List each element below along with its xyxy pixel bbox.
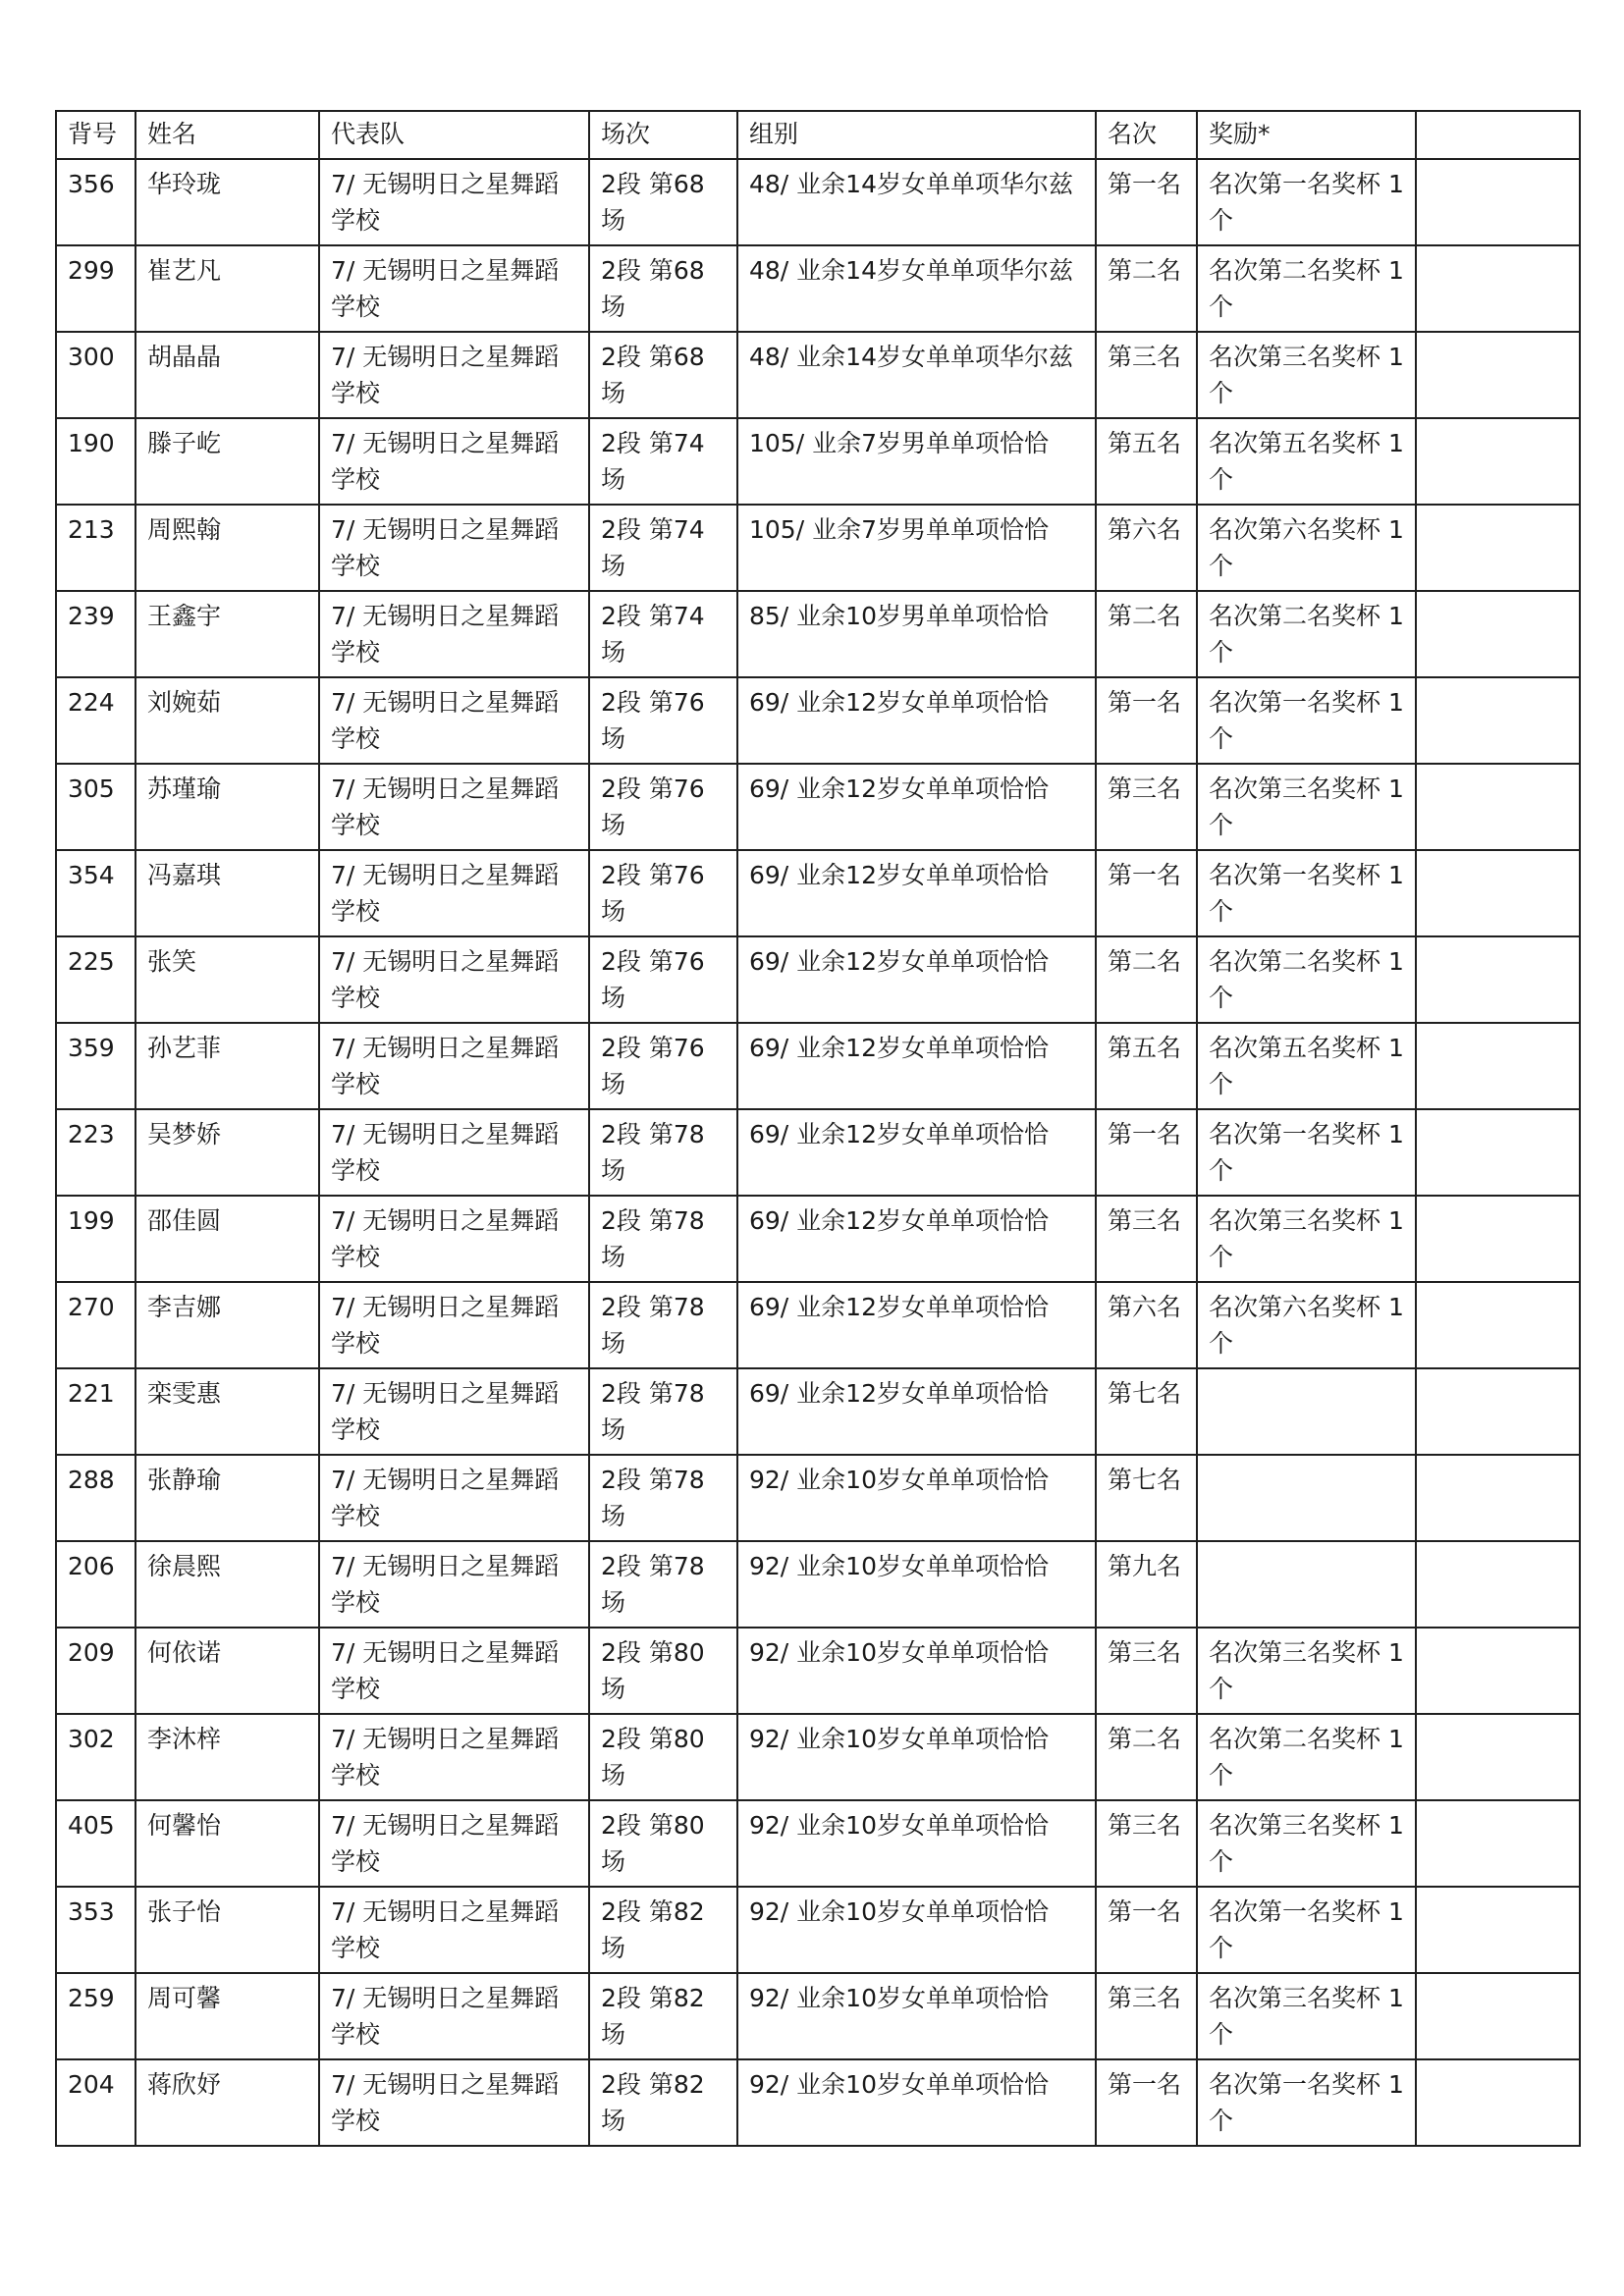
table-row — [56, 936, 1580, 1023]
cell-bib: 356 — [56, 159, 135, 245]
cell-team: 7/ 无锡明日之星舞蹈学校 — [319, 1455, 589, 1541]
cell-award — [1197, 1368, 1416, 1455]
cell-name: 崔艺凡 — [135, 245, 319, 332]
cell-award: 名次第一名奖杯 1 个 — [1197, 1109, 1416, 1196]
cell-session: 2段 第74场 — [589, 591, 737, 677]
cell-session: 2段 第82场 — [589, 1887, 737, 1973]
cell-name: 滕子屹 — [135, 418, 319, 505]
cell-extra — [1416, 1628, 1580, 1714]
table-row — [56, 505, 1580, 591]
cell-group: 92/ 业余10岁女单单项恰恰 — [737, 1973, 1096, 2059]
cell-name: 胡晶晶 — [135, 332, 319, 418]
cell-award: 名次第三名奖杯 1 个 — [1197, 1800, 1416, 1887]
cell-group: 92/ 业余10岁女单单项恰恰 — [737, 1800, 1096, 1887]
table-row — [56, 1282, 1580, 1368]
cell-team: 7/ 无锡明日之星舞蹈学校 — [319, 936, 589, 1023]
cell-bib: 405 — [56, 1800, 135, 1887]
cell-extra — [1416, 1887, 1580, 1973]
cell-group: 85/ 业余10岁男单单项恰恰 — [737, 591, 1096, 677]
cell-group: 69/ 业余12岁女单单项恰恰 — [737, 1109, 1096, 1196]
cell-team: 7/ 无锡明日之星舞蹈学校 — [319, 2059, 589, 2146]
table-row — [56, 677, 1580, 764]
cell-rank: 第五名 — [1096, 418, 1197, 505]
cell-group: 92/ 业余10岁女单单项恰恰 — [737, 1628, 1096, 1714]
cell-team: 7/ 无锡明日之星舞蹈学校 — [319, 1973, 589, 2059]
cell-award: 名次第二名奖杯 1 个 — [1197, 1714, 1416, 1800]
cell-rank: 第六名 — [1096, 1282, 1197, 1368]
cell-team: 7/ 无锡明日之星舞蹈学校 — [319, 1109, 589, 1196]
cell-group: 105/ 业余7岁男单单项恰恰 — [737, 505, 1096, 591]
cell-bib: 288 — [56, 1455, 135, 1541]
cell-rank: 第一名 — [1096, 159, 1197, 245]
cell-session: 2段 第68场 — [589, 245, 737, 332]
cell-extra — [1416, 245, 1580, 332]
cell-name: 孙艺菲 — [135, 1023, 319, 1109]
cell-extra — [1416, 2059, 1580, 2146]
cell-extra — [1416, 1973, 1580, 2059]
cell-session: 2段 第78场 — [589, 1282, 737, 1368]
cell-extra — [1416, 159, 1580, 245]
cell-rank: 第九名 — [1096, 1541, 1197, 1628]
table-body — [56, 159, 1580, 2146]
cell-team: 7/ 无锡明日之星舞蹈学校 — [319, 1023, 589, 1109]
cell-bib: 224 — [56, 677, 135, 764]
cell-session: 2段 第74场 — [589, 505, 737, 591]
cell-team: 7/ 无锡明日之星舞蹈学校 — [319, 591, 589, 677]
cell-name: 何馨怡 — [135, 1800, 319, 1887]
header-name: 姓名 — [135, 111, 319, 159]
cell-name: 李沐梓 — [135, 1714, 319, 1800]
cell-rank: 第七名 — [1096, 1455, 1197, 1541]
table-row — [56, 1455, 1580, 1541]
cell-award — [1197, 1541, 1416, 1628]
cell-group: 92/ 业余10岁女单单项恰恰 — [737, 1455, 1096, 1541]
cell-session: 2段 第80场 — [589, 1800, 737, 1887]
cell-name: 张静瑜 — [135, 1455, 319, 1541]
cell-bib: 223 — [56, 1109, 135, 1196]
cell-session: 2段 第80场 — [589, 1714, 737, 1800]
cell-bib: 206 — [56, 1541, 135, 1628]
cell-team: 7/ 无锡明日之星舞蹈学校 — [319, 764, 589, 850]
cell-name: 邵佳圆 — [135, 1196, 319, 1282]
cell-award: 名次第一名奖杯 1 个 — [1197, 2059, 1416, 2146]
cell-team: 7/ 无锡明日之星舞蹈学校 — [319, 1368, 589, 1455]
cell-group: 69/ 业余12岁女单单项恰恰 — [737, 1023, 1096, 1109]
cell-extra — [1416, 1282, 1580, 1368]
cell-name: 蒋欣妤 — [135, 2059, 319, 2146]
cell-bib: 204 — [56, 2059, 135, 2146]
cell-session: 2段 第76场 — [589, 1023, 737, 1109]
cell-rank: 第五名 — [1096, 1023, 1197, 1109]
cell-name: 苏瑾瑜 — [135, 764, 319, 850]
cell-bib: 305 — [56, 764, 135, 850]
cell-group: 69/ 业余12岁女单单项恰恰 — [737, 1282, 1096, 1368]
cell-session: 2段 第76场 — [589, 850, 737, 936]
cell-award: 名次第一名奖杯 1 个 — [1197, 1887, 1416, 1973]
cell-rank: 第三名 — [1096, 1628, 1197, 1714]
cell-session: 2段 第68场 — [589, 332, 737, 418]
cell-name: 何依诺 — [135, 1628, 319, 1714]
cell-bib: 270 — [56, 1282, 135, 1368]
cell-award: 名次第三名奖杯 1 个 — [1197, 1196, 1416, 1282]
cell-team: 7/ 无锡明日之星舞蹈学校 — [319, 1541, 589, 1628]
cell-rank: 第一名 — [1096, 1109, 1197, 1196]
table-row — [56, 1714, 1580, 1800]
cell-rank: 第三名 — [1096, 764, 1197, 850]
table-row — [56, 591, 1580, 677]
table-row — [56, 332, 1580, 418]
cell-rank: 第三名 — [1096, 1973, 1197, 2059]
table-row — [56, 1628, 1580, 1714]
cell-group: 92/ 业余10岁女单单项恰恰 — [737, 2059, 1096, 2146]
cell-name: 王鑫宇 — [135, 591, 319, 677]
results-table — [55, 110, 1581, 2147]
cell-team: 7/ 无锡明日之星舞蹈学校 — [319, 1628, 589, 1714]
cell-rank: 第二名 — [1096, 936, 1197, 1023]
header-rank: 名次 — [1096, 111, 1197, 159]
cell-rank: 第一名 — [1096, 2059, 1197, 2146]
cell-extra — [1416, 1714, 1580, 1800]
cell-name: 徐晨熙 — [135, 1541, 319, 1628]
cell-bib: 354 — [56, 850, 135, 936]
cell-award: 名次第一名奖杯 1 个 — [1197, 850, 1416, 936]
cell-bib: 302 — [56, 1714, 135, 1800]
cell-team: 7/ 无锡明日之星舞蹈学校 — [319, 245, 589, 332]
cell-team: 7/ 无锡明日之星舞蹈学校 — [319, 1800, 589, 1887]
cell-award: 名次第二名奖杯 1 个 — [1197, 936, 1416, 1023]
cell-name: 栾雯惠 — [135, 1368, 319, 1455]
header-team: 代表队 — [319, 111, 589, 159]
cell-group: 48/ 业余14岁女单单项华尔兹 — [737, 159, 1096, 245]
cell-team: 7/ 无锡明日之星舞蹈学校 — [319, 677, 589, 764]
cell-extra — [1416, 850, 1580, 936]
cell-group: 69/ 业余12岁女单单项恰恰 — [737, 1368, 1096, 1455]
cell-rank: 第二名 — [1096, 1714, 1197, 1800]
cell-session: 2段 第78场 — [589, 1368, 737, 1455]
cell-award: 名次第五名奖杯 1 个 — [1197, 418, 1416, 505]
table-row — [56, 1973, 1580, 2059]
cell-team: 7/ 无锡明日之星舞蹈学校 — [319, 850, 589, 936]
header-award: 奖励* — [1197, 111, 1416, 159]
cell-group: 48/ 业余14岁女单单项华尔兹 — [737, 332, 1096, 418]
cell-extra — [1416, 591, 1580, 677]
cell-group: 92/ 业余10岁女单单项恰恰 — [737, 1714, 1096, 1800]
cell-session: 2段 第76场 — [589, 764, 737, 850]
cell-bib: 225 — [56, 936, 135, 1023]
cell-name: 冯嘉琪 — [135, 850, 319, 936]
cell-group: 69/ 业余12岁女单单项恰恰 — [737, 936, 1096, 1023]
cell-rank: 第三名 — [1096, 332, 1197, 418]
cell-award: 名次第二名奖杯 1 个 — [1197, 245, 1416, 332]
cell-rank: 第一名 — [1096, 1887, 1197, 1973]
cell-session: 2段 第78场 — [589, 1196, 737, 1282]
cell-bib: 190 — [56, 418, 135, 505]
cell-extra — [1416, 1541, 1580, 1628]
table-row — [56, 245, 1580, 332]
cell-bib: 300 — [56, 332, 135, 418]
cell-rank: 第二名 — [1096, 591, 1197, 677]
cell-award: 名次第六名奖杯 1 个 — [1197, 505, 1416, 591]
cell-team: 7/ 无锡明日之星舞蹈学校 — [319, 418, 589, 505]
cell-rank: 第一名 — [1096, 850, 1197, 936]
cell-bib: 353 — [56, 1887, 135, 1973]
cell-extra — [1416, 1368, 1580, 1455]
table-row — [56, 1368, 1580, 1455]
cell-rank: 第一名 — [1096, 677, 1197, 764]
cell-extra — [1416, 505, 1580, 591]
cell-name: 吴梦娇 — [135, 1109, 319, 1196]
cell-group: 69/ 业余12岁女单单项恰恰 — [737, 850, 1096, 936]
cell-team: 7/ 无锡明日之星舞蹈学校 — [319, 332, 589, 418]
cell-name: 周熙翰 — [135, 505, 319, 591]
cell-session: 2段 第78场 — [589, 1455, 737, 1541]
cell-session: 2段 第80场 — [589, 1628, 737, 1714]
cell-award: 名次第一名奖杯 1 个 — [1197, 159, 1416, 245]
table-row — [56, 764, 1580, 850]
cell-group: 92/ 业余10岁女单单项恰恰 — [737, 1887, 1096, 1973]
header-session: 场次 — [589, 111, 737, 159]
cell-bib: 259 — [56, 1973, 135, 2059]
cell-extra — [1416, 418, 1580, 505]
table-row — [56, 1800, 1580, 1887]
cell-extra — [1416, 764, 1580, 850]
cell-bib: 239 — [56, 591, 135, 677]
cell-name: 刘婉茹 — [135, 677, 319, 764]
cell-name: 张笑 — [135, 936, 319, 1023]
cell-team: 7/ 无锡明日之星舞蹈学校 — [319, 1714, 589, 1800]
cell-team: 7/ 无锡明日之星舞蹈学校 — [319, 505, 589, 591]
cell-extra — [1416, 1023, 1580, 1109]
cell-bib: 359 — [56, 1023, 135, 1109]
cell-award — [1197, 1455, 1416, 1541]
cell-bib: 221 — [56, 1368, 135, 1455]
cell-group: 69/ 业余12岁女单单项恰恰 — [737, 677, 1096, 764]
cell-session: 2段 第76场 — [589, 677, 737, 764]
cell-rank: 第六名 — [1096, 505, 1197, 591]
cell-team: 7/ 无锡明日之星舞蹈学校 — [319, 1887, 589, 1973]
cell-extra — [1416, 1109, 1580, 1196]
cell-award: 名次第三名奖杯 1 个 — [1197, 1973, 1416, 2059]
cell-name: 张子怡 — [135, 1887, 319, 1973]
table-row — [56, 1196, 1580, 1282]
cell-session: 2段 第78场 — [589, 1541, 737, 1628]
cell-award: 名次第三名奖杯 1 个 — [1197, 1628, 1416, 1714]
cell-group: 69/ 业余12岁女单单项恰恰 — [737, 1196, 1096, 1282]
cell-session: 2段 第68场 — [589, 159, 737, 245]
cell-session: 2段 第82场 — [589, 1973, 737, 2059]
cell-session: 2段 第82场 — [589, 2059, 737, 2146]
table-row — [56, 850, 1580, 936]
cell-session: 2段 第78场 — [589, 1109, 737, 1196]
cell-rank: 第三名 — [1096, 1196, 1197, 1282]
header-extra — [1416, 111, 1580, 159]
cell-award: 名次第六名奖杯 1 个 — [1197, 1282, 1416, 1368]
cell-award: 名次第三名奖杯 1 个 — [1197, 764, 1416, 850]
cell-bib: 209 — [56, 1628, 135, 1714]
cell-bib: 199 — [56, 1196, 135, 1282]
header-row — [56, 111, 1580, 159]
cell-session: 2段 第76场 — [589, 936, 737, 1023]
table-row — [56, 159, 1580, 245]
table-row — [56, 2059, 1580, 2146]
cell-rank: 第三名 — [1096, 1800, 1197, 1887]
cell-group: 92/ 业余10岁女单单项恰恰 — [737, 1541, 1096, 1628]
table-row — [56, 1023, 1580, 1109]
cell-extra — [1416, 1196, 1580, 1282]
cell-extra — [1416, 1455, 1580, 1541]
cell-team: 7/ 无锡明日之星舞蹈学校 — [319, 159, 589, 245]
cell-group: 48/ 业余14岁女单单项华尔兹 — [737, 245, 1096, 332]
cell-group: 105/ 业余7岁男单单项恰恰 — [737, 418, 1096, 505]
header-bib: 背号 — [56, 111, 135, 159]
cell-extra — [1416, 332, 1580, 418]
cell-rank: 第七名 — [1096, 1368, 1197, 1455]
cell-extra — [1416, 936, 1580, 1023]
cell-team: 7/ 无锡明日之星舞蹈学校 — [319, 1282, 589, 1368]
cell-session: 2段 第74场 — [589, 418, 737, 505]
cell-name: 华玲珑 — [135, 159, 319, 245]
table-row — [56, 1109, 1580, 1196]
cell-name: 周可馨 — [135, 1973, 319, 2059]
table-row — [56, 1541, 1580, 1628]
cell-award: 名次第五名奖杯 1 个 — [1197, 1023, 1416, 1109]
header-group: 组别 — [737, 111, 1096, 159]
cell-award: 名次第一名奖杯 1 个 — [1197, 677, 1416, 764]
cell-bib: 299 — [56, 245, 135, 332]
cell-bib: 213 — [56, 505, 135, 591]
cell-team: 7/ 无锡明日之星舞蹈学校 — [319, 1196, 589, 1282]
table-row — [56, 1887, 1580, 1973]
cell-extra — [1416, 1800, 1580, 1887]
cell-rank: 第二名 — [1096, 245, 1197, 332]
cell-award: 名次第二名奖杯 1 个 — [1197, 591, 1416, 677]
cell-extra — [1416, 677, 1580, 764]
table-row — [56, 418, 1580, 505]
cell-award: 名次第三名奖杯 1 个 — [1197, 332, 1416, 418]
cell-group: 69/ 业余12岁女单单项恰恰 — [737, 764, 1096, 850]
cell-name: 李吉娜 — [135, 1282, 319, 1368]
